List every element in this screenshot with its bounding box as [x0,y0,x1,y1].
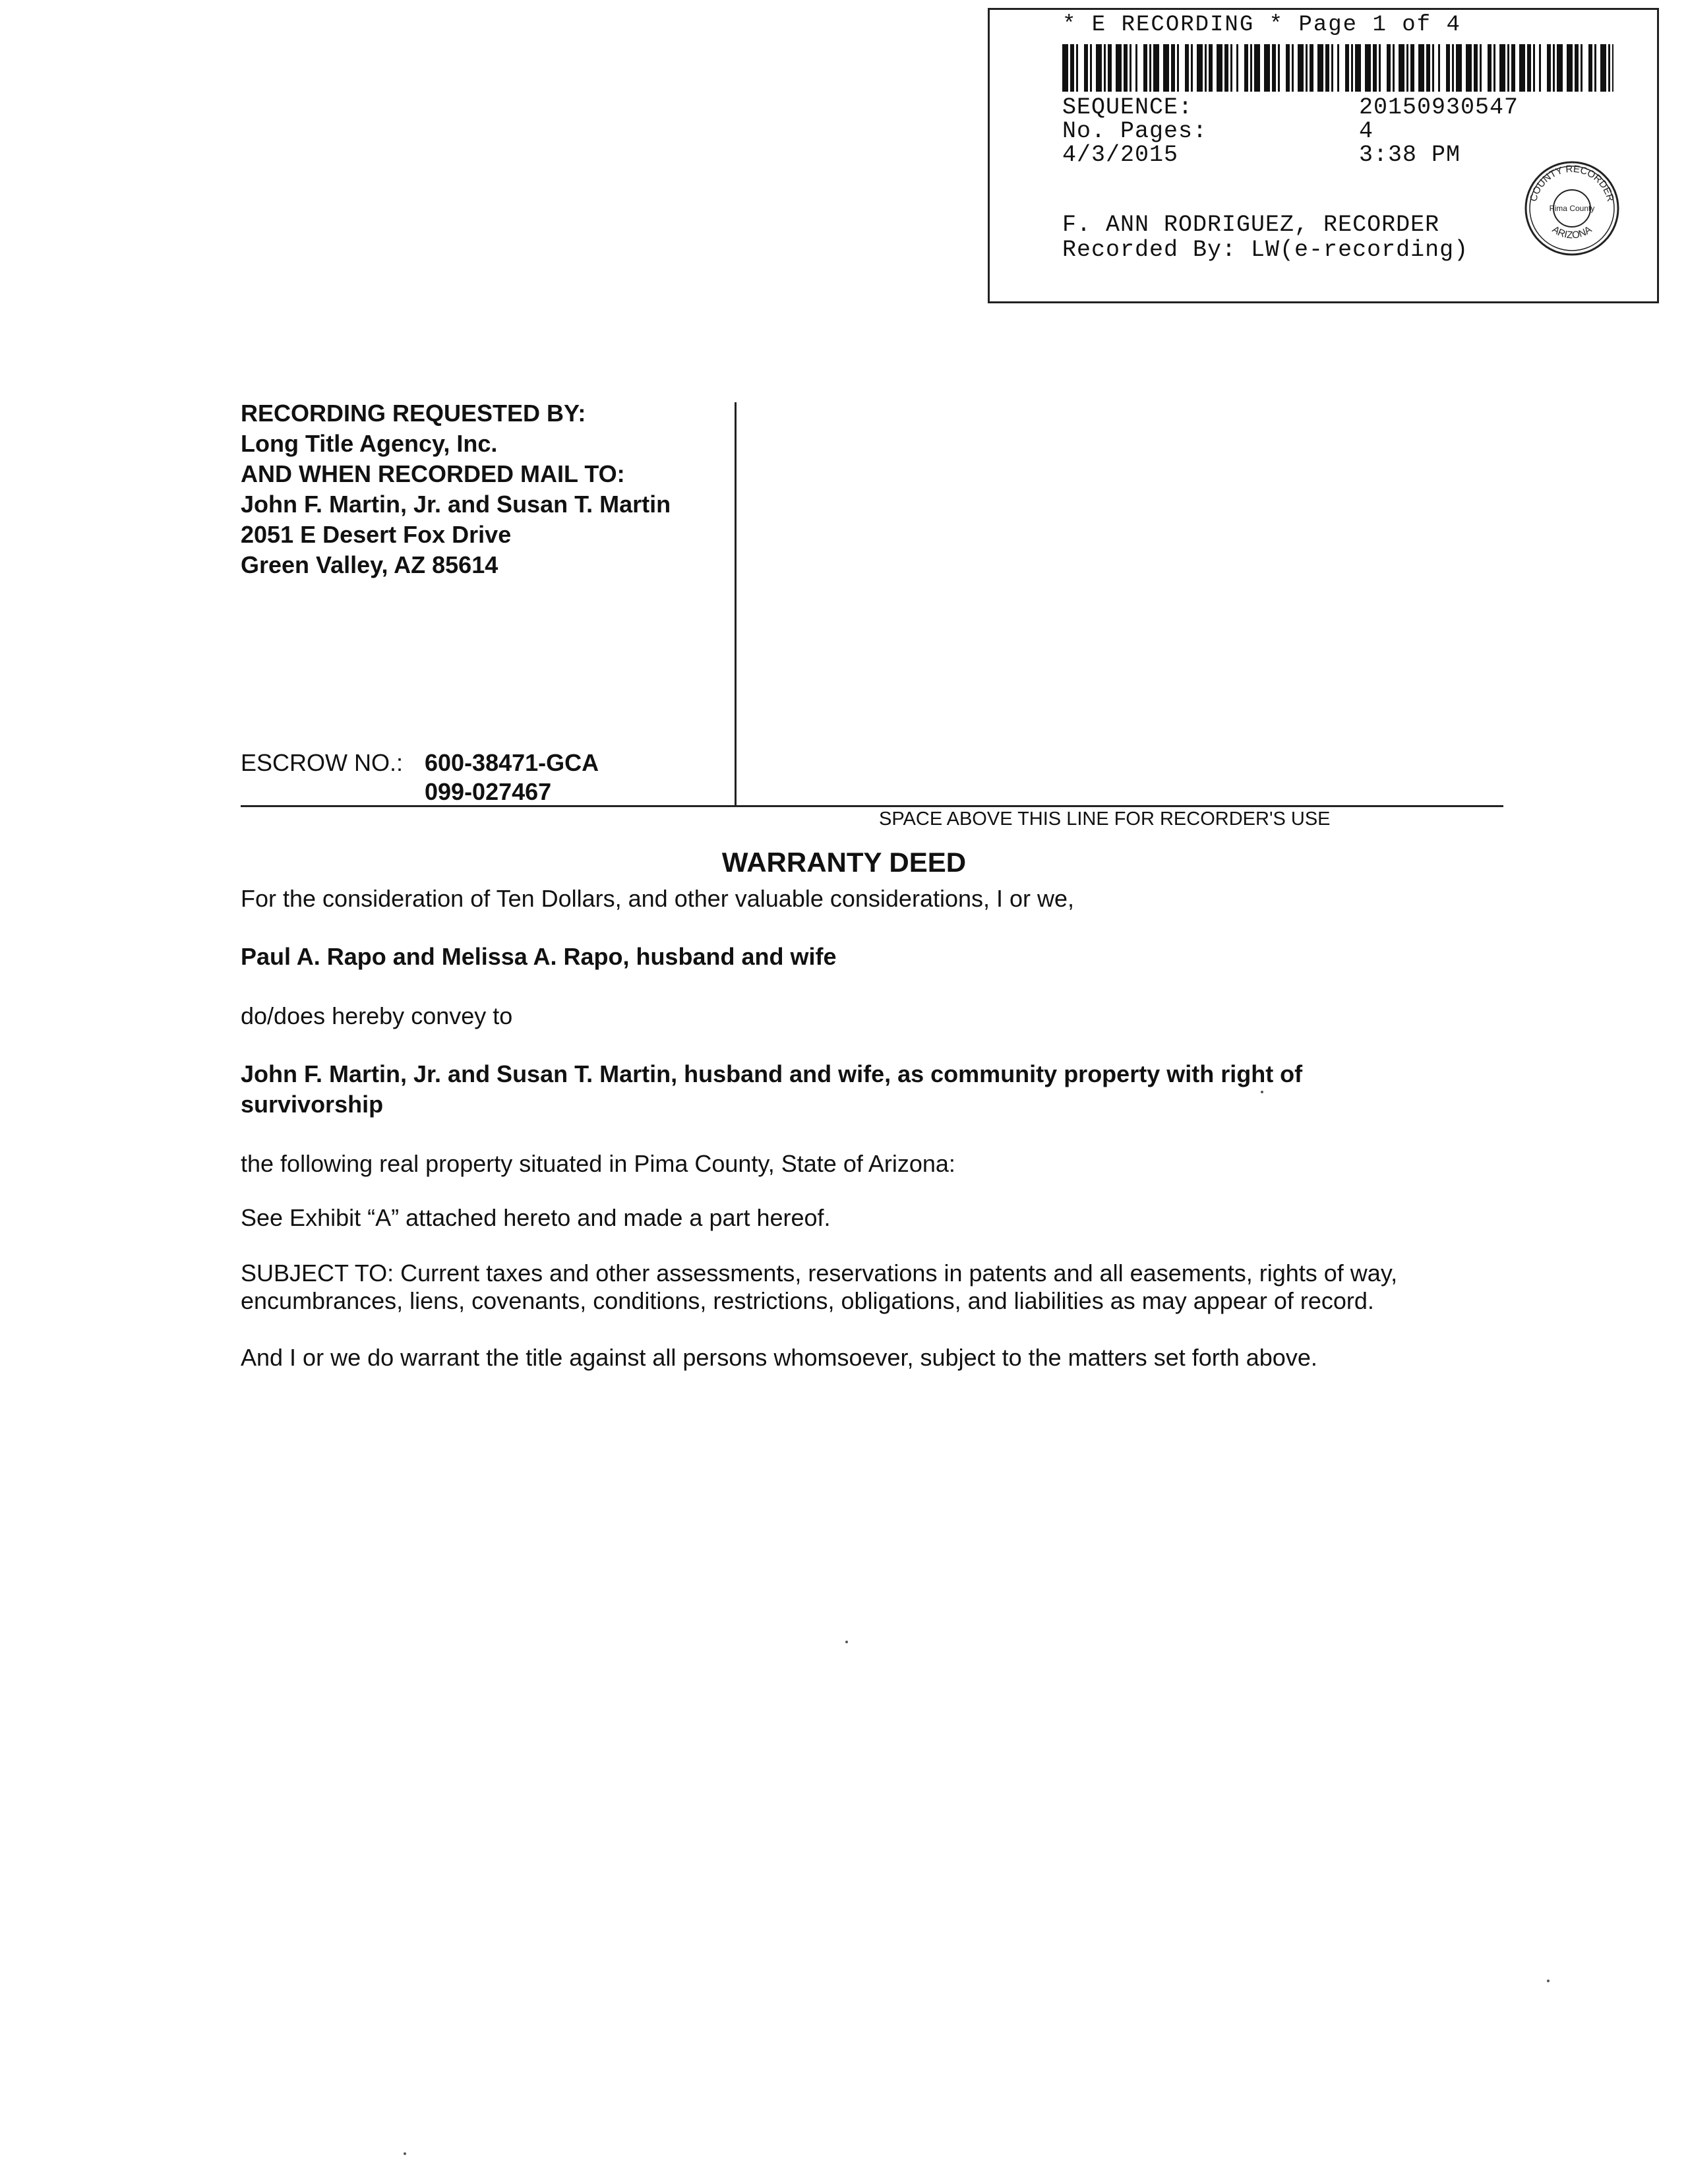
pages-label: No. Pages: [1062,118,1208,144]
sequence-label: SEQUENCE: [1062,94,1193,121]
seal-center-text: Pima County [1549,204,1595,213]
grantees-line-2: survivorship [241,1091,384,1118]
mail-to-street: 2051 E Desert Fox Drive [241,521,512,548]
svg-text:COUNTY RECORDER [1528,164,1616,203]
county-seal-icon [1522,159,1621,258]
recording-date: 4/3/2015 [1062,142,1179,168]
consideration-text: For the consideration of Ten Dollars, and other valuable considerations, I or we, [241,885,1075,912]
pages-value: 4 [1359,118,1374,144]
barcode [1062,44,1613,92]
requested-by-label: RECORDING REQUESTED BY: [241,400,586,427]
recorder-divider-line [241,805,1503,807]
grantors: Paul A. Rapo and Melissa A. Rapo, husband and wife [241,943,837,970]
scan-speck [404,2152,406,2155]
escrow-number-secondary: 099-027467 [425,778,552,805]
sequence-value: 20150930547 [1359,94,1519,121]
subject-to-line-1: SUBJECT TO: Current taxes and other assessments, reservations in patents and all easements, rights of way, [241,1259,1398,1287]
recorder-stamp [988,8,1659,303]
recorder-name: F. ANN RODRIGUEZ, RECORDER [1062,212,1440,238]
vertical-divider [735,402,737,807]
warrant-text: And I or we do warrant the title against all persons whomsoever, subject to the matters set forth above. [241,1344,1317,1371]
scan-speck [1261,1091,1263,1093]
property-text: the following real property situated in Pima County, State of Arizona: [241,1150,955,1177]
requested-by: Long Title Agency, Inc. [241,430,498,457]
scan-speck [1547,1980,1550,1982]
seal-bottom-text: ARIZONA [1550,224,1594,241]
grantees-line-1: John F. Martin, Jr. and Susan T. Martin, husband and wife, as community property with right of [241,1060,1303,1087]
recorded-by: Recorded By: LW(e-recording) [1062,237,1469,263]
recording-time: 3:38 PM [1359,142,1461,168]
scan-speck [845,1641,848,1643]
subject-to-line-2: encumbrances, liens, covenants, conditions, restrictions, obligations, and liabilities as may appear of record. [241,1287,1374,1314]
escrow-label: ESCROW NO.: [241,749,404,776]
convey-text: do/does hereby convey to [241,1002,513,1029]
mail-to-names: John F. Martin, Jr. and Susan T. Martin [241,491,671,518]
exhibit-text: See Exhibit “A” attached hereto and made a part hereof. [241,1204,831,1231]
mail-to-label: AND WHEN RECORDED MAIL TO: [241,460,625,487]
stamp-header: * E RECORDING * Page 1 of 4 [1062,13,1461,38]
seal-top-text: COUNTY RECORDER [1528,163,1616,203]
document-title: WARRANTY DEED [721,847,967,878]
recorder-use-note: SPACE ABOVE THIS LINE FOR RECORDER'S USE [879,808,1331,830]
mail-to-city: Green Valley, AZ 85614 [241,551,498,578]
escrow-number: 600-38471-GCA [425,749,599,776]
